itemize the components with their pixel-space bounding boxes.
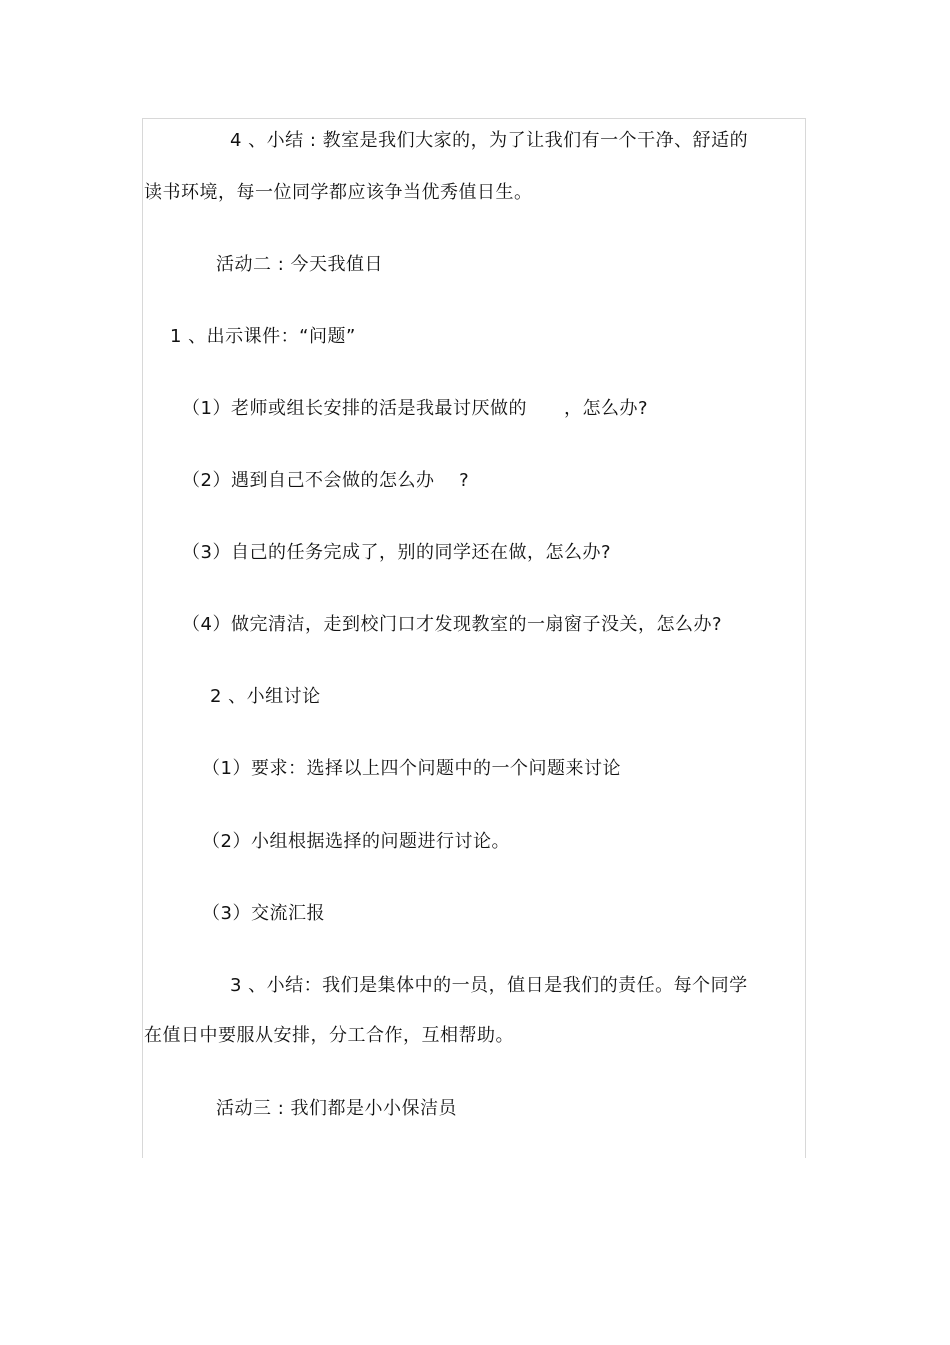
question-1: （1）老师或组长安排的活是我最讨厌做的 ，怎么办?	[182, 398, 649, 419]
step-1-show-courseware: 1 、出示课件：“问题”	[170, 326, 356, 347]
step-2-group-discussion: 2 、小组讨论	[210, 686, 321, 707]
summary-4-line-2: 读书环境，每一位同学都应该争当优秀值日生。	[144, 182, 533, 203]
summary-3-line-2: 在值日中要服从安排，分工合作，互相帮助。	[144, 1025, 514, 1046]
discussion-item-1: （1）要求：选择以上四个问题中的一个问题来讨论	[202, 758, 621, 779]
question-4: （4）做完清洁，走到校门口才发现教室的一扇窗子没关，怎么办?	[182, 614, 723, 635]
question-2: （2）遇到自己不会做的怎么办 ?	[182, 470, 470, 491]
activity-2-heading: 活动二 : 今天我值日	[216, 254, 384, 275]
activity-3-heading: 活动三 : 我们都是小小保洁员	[216, 1098, 458, 1119]
discussion-item-3: （3）交流汇报	[202, 903, 325, 924]
summary-4-line-1: 4 、小结 : 教室是我们大家的，为了让我们有一个干净、舒适的	[230, 130, 749, 151]
discussion-item-2: （2）小组根据选择的问题进行讨论。	[202, 831, 510, 852]
summary-3-line-1: 3 、小结：我们是集体中的一员，值日是我们的责任。每个同学	[230, 975, 748, 996]
question-3: （3）自己的任务完成了，别的同学还在做，怎么办?	[182, 542, 612, 563]
